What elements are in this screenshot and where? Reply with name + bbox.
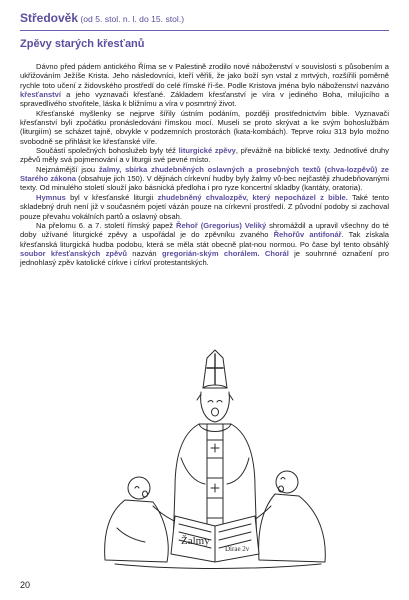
highlighted-term: Řehoř (Gregorius) Veliký xyxy=(176,220,267,230)
page-number: 20 xyxy=(20,580,31,590)
text-run: Dávno před pádem antického Říma se v Palestině zrodilo nové náboženství v souvislosti s působením a ukřižováním Ježíše Krista. Jeho následovníci, kteří věřili, že jako boží syn vstal z mrtvých, rozšířili poměrně rychle toto učení z židovského prostředí do celé římské ří-še. Podle Kristova jména bylo náboženství nazváno xyxy=(20,62,389,90)
text-run: byl v křesťanské liturgii xyxy=(65,192,158,202)
text-run: . Tak získala křesťanská liturgická hudba podobu, která se měla stát obecně plat-nou normou. Po čase byl tento obsáhlý xyxy=(20,230,389,249)
paragraph xyxy=(20,193,389,221)
text-run: Také tento skladebný druh není již v současném pojetí vázán pouze na církevní prostředí. Z původní podoby si zachoval pouze převahu vokálních partů a oslavný obsah. xyxy=(20,192,389,221)
highlighted-term: žalmy, sbírka zhudebněných oslavných a prosebných textů (chva-lozpěvů) ze Starého zákona xyxy=(20,164,390,184)
highlighted-term: soubor křesťanských zpěvů xyxy=(20,248,127,258)
chapter-subtitle: (od 5. stol. n. l. do 15. stol.) xyxy=(78,14,185,24)
text-run: , převážně na biblické texty. Jednotlivé druhy zpěvů měly svá pojmenování a v liturgii své pevné místo. xyxy=(20,146,390,165)
highlighted-term: Hymnus xyxy=(36,192,66,202)
text-run: Nejznámější jsou xyxy=(36,164,99,174)
text-run: Součástí společných bohoslužeb byly též xyxy=(36,146,179,156)
highlighted-term: gregorián-ským chorálem. Chorál xyxy=(161,248,289,258)
paragraph xyxy=(20,146,389,165)
text-run: Na přelomu 6. a 7. století římský papež xyxy=(36,220,177,230)
paragraph xyxy=(20,165,389,193)
paragraph xyxy=(20,62,389,109)
text-run: a jeho vyznavači křesťané. Základem křesťanství je víra v jediného Boha, milujícího a spravedlivého stvořitele, láska k bližnímu a víra v posmrtný život. xyxy=(20,90,389,109)
book-inscription: Žalmy xyxy=(181,535,210,547)
header-rule xyxy=(20,30,389,31)
illustration-singing-monks xyxy=(95,348,335,573)
chapter-title: Středověk xyxy=(20,11,79,25)
chapter-header xyxy=(20,12,389,26)
text-run: nazván xyxy=(126,248,162,258)
text-run: (obsahuje jich 150). V dějinách církevní hudby byly žalmy vů-bec nejčastěji zhudebňovanými texty. Od minulého století slouží jako básnická předloha i pro ryze koncertní skladby (kantáty, oratoria). xyxy=(20,174,390,193)
highlighted-term: Řehořův antifonář xyxy=(273,230,342,240)
paragraph xyxy=(20,109,389,146)
highlighted-term: liturgické zpěvy xyxy=(178,146,236,156)
paragraph xyxy=(20,221,389,268)
highlighted-term: zhudebněný chvalozpěv, který nepocházel z bible. xyxy=(157,192,348,202)
highlighted-term: křesťanství xyxy=(20,90,61,100)
book-inscription-right: Dirae 2v xyxy=(225,545,250,553)
section-title: Zpěvy starých křesťanů xyxy=(20,38,145,50)
body-text xyxy=(20,62,389,268)
text-run: Křesťanské myšlenky se nejprve šířily ústním podáním, později prostřednictvím bible. Vyznavači křesťanství byli zpočátku pronásledováni římskou mocí. Museli se proto skrývat a ke svým bohoslužbám (liturgiím) se scházet tajně, obvykle v podzemních prostorách (kata-kombách). Teprve roku 313 bylo možno svobodně se přihlásit ke křesťanské víře. xyxy=(20,108,389,146)
text-run: je souhrnné označení pro jednohlasý zpěv katolické církve i církví protestantských. xyxy=(20,248,389,268)
text-run: shromáždil a upravil všechny do té doby užívané liturgické zpěvy a uspořádal je do zpěvníku zvaného xyxy=(20,220,390,240)
